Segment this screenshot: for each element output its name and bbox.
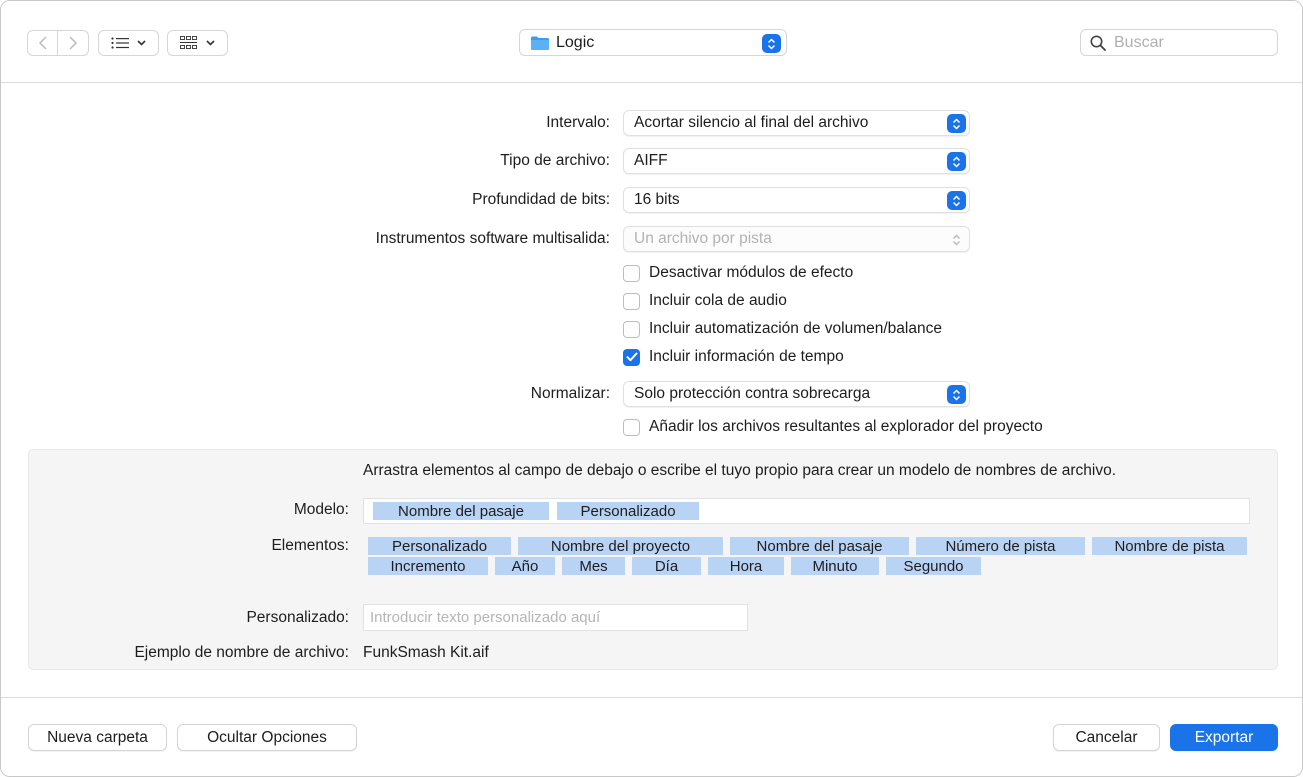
element-token[interactable]: Nombre de pista xyxy=(1092,537,1247,555)
checkbox[interactable] xyxy=(623,349,640,366)
checkbox-audio-tail[interactable] xyxy=(623,292,787,310)
element-token[interactable]: Incremento xyxy=(368,557,488,575)
custom-text-input[interactable] xyxy=(370,609,740,626)
back-button[interactable] xyxy=(27,30,58,56)
elements-label: Elementos: xyxy=(271,537,349,554)
checkbox-tempo-info[interactable] xyxy=(623,348,844,366)
checkbox[interactable] xyxy=(623,321,640,338)
checkbox-label: Incluir información de tempo xyxy=(649,348,844,365)
multiout-value: Un archivo por pista xyxy=(634,230,772,247)
element-token[interactable]: Número de pista xyxy=(916,537,1085,555)
chevron-left-icon xyxy=(39,36,47,50)
element-token[interactable]: Minuto xyxy=(791,557,879,575)
forward-button[interactable] xyxy=(58,30,89,56)
checkbox[interactable] xyxy=(623,419,640,436)
checkbox-volume-pan-automation[interactable] xyxy=(623,320,942,338)
grid-icon xyxy=(180,36,198,50)
bitdepth-label: Profundidad de bits: xyxy=(472,191,610,208)
new-folder-button[interactable]: Nueva carpeta xyxy=(28,724,167,751)
model-token[interactable]: Nombre del pasaje xyxy=(373,502,549,520)
checkbox-disable-plugins[interactable] xyxy=(623,264,853,282)
example-filename: FunkSmash Kit.aif xyxy=(363,644,489,661)
folder-icon xyxy=(530,35,550,51)
element-token[interactable]: Nombre del proyecto xyxy=(518,537,723,555)
filetype-popup[interactable] xyxy=(623,148,970,174)
normalize-popup[interactable] xyxy=(623,381,970,407)
filetype-label: Tipo de archivo: xyxy=(500,152,610,169)
model-label: Modelo: xyxy=(293,501,349,518)
chevron-down-icon xyxy=(137,40,146,46)
model-token[interactable]: Personalizado xyxy=(557,502,699,520)
range-value: Acortar silencio al final del archivo xyxy=(634,114,869,131)
list-icon xyxy=(111,37,129,49)
custom-text-field[interactable] xyxy=(363,604,748,631)
checkbox-add-to-browser[interactable] xyxy=(623,418,1043,436)
element-token[interactable]: Personalizado xyxy=(368,537,511,555)
navigation-group xyxy=(27,30,89,56)
example-label: Ejemplo de nombre de archivo: xyxy=(134,644,349,661)
stepper-icon xyxy=(947,385,966,404)
stepper-icon xyxy=(762,34,781,53)
checkbox[interactable] xyxy=(623,265,640,282)
toolbar xyxy=(1,1,1302,83)
checkbox-label: Desactivar módulos de efecto xyxy=(649,264,854,281)
naming-hint: Arrastra elementos al campo de debajo o escribe el tuyo propio para crear un modelo de nombres de archivo. xyxy=(363,462,1117,479)
list-view-button[interactable] xyxy=(98,30,159,56)
checkbox-label: Incluir automatización de volumen/balance xyxy=(649,320,942,337)
model-field[interactable] xyxy=(363,498,1250,524)
element-token[interactable]: Hora xyxy=(708,557,784,575)
stepper-icon xyxy=(947,191,966,210)
stepper-icon xyxy=(947,114,966,133)
elements-row-2 xyxy=(368,557,981,575)
element-token[interactable]: Segundo xyxy=(886,557,981,575)
normalize-label: Normalizar: xyxy=(530,385,610,402)
checkbox-label: Añadir los archivos resultantes al explorador del proyecto xyxy=(649,418,1043,435)
chevron-right-icon xyxy=(69,36,77,50)
cancel-button[interactable]: Cancelar xyxy=(1053,724,1160,751)
search-input[interactable] xyxy=(1114,34,1264,52)
checkbox-label: Incluir cola de audio xyxy=(649,292,787,309)
bitdepth-value: 16 bits xyxy=(634,191,680,208)
hide-options-button[interactable]: Ocultar Opciones xyxy=(177,724,357,751)
multiout-popup xyxy=(623,226,970,252)
search-field[interactable] xyxy=(1080,29,1278,56)
element-token[interactable]: Mes xyxy=(562,557,625,575)
group-view-button[interactable] xyxy=(167,30,228,56)
custom-label: Personalizado: xyxy=(246,609,349,626)
search-icon xyxy=(1090,35,1106,51)
location-popup[interactable] xyxy=(519,29,787,56)
stepper-icon xyxy=(947,230,966,249)
export-button[interactable]: Exportar xyxy=(1170,724,1278,751)
filetype-value: AIFF xyxy=(634,152,668,169)
normalize-value: Solo protección contra sobrecarga xyxy=(634,385,871,402)
element-token[interactable]: Día xyxy=(632,557,701,575)
multiout-label: Instrumentos software multisalida: xyxy=(375,230,610,247)
checkmark-icon xyxy=(626,352,638,362)
elements-row-1 xyxy=(368,537,1247,555)
element-token[interactable]: Año xyxy=(495,557,555,575)
element-token[interactable]: Nombre del pasaje xyxy=(730,537,909,555)
bitdepth-popup[interactable] xyxy=(623,187,970,213)
range-popup[interactable] xyxy=(623,110,970,136)
location-label: Logic xyxy=(556,33,595,51)
chevron-down-icon xyxy=(206,40,215,46)
checkbox[interactable] xyxy=(623,293,640,310)
range-label: Intervalo: xyxy=(546,114,610,131)
stepper-icon xyxy=(947,152,966,171)
